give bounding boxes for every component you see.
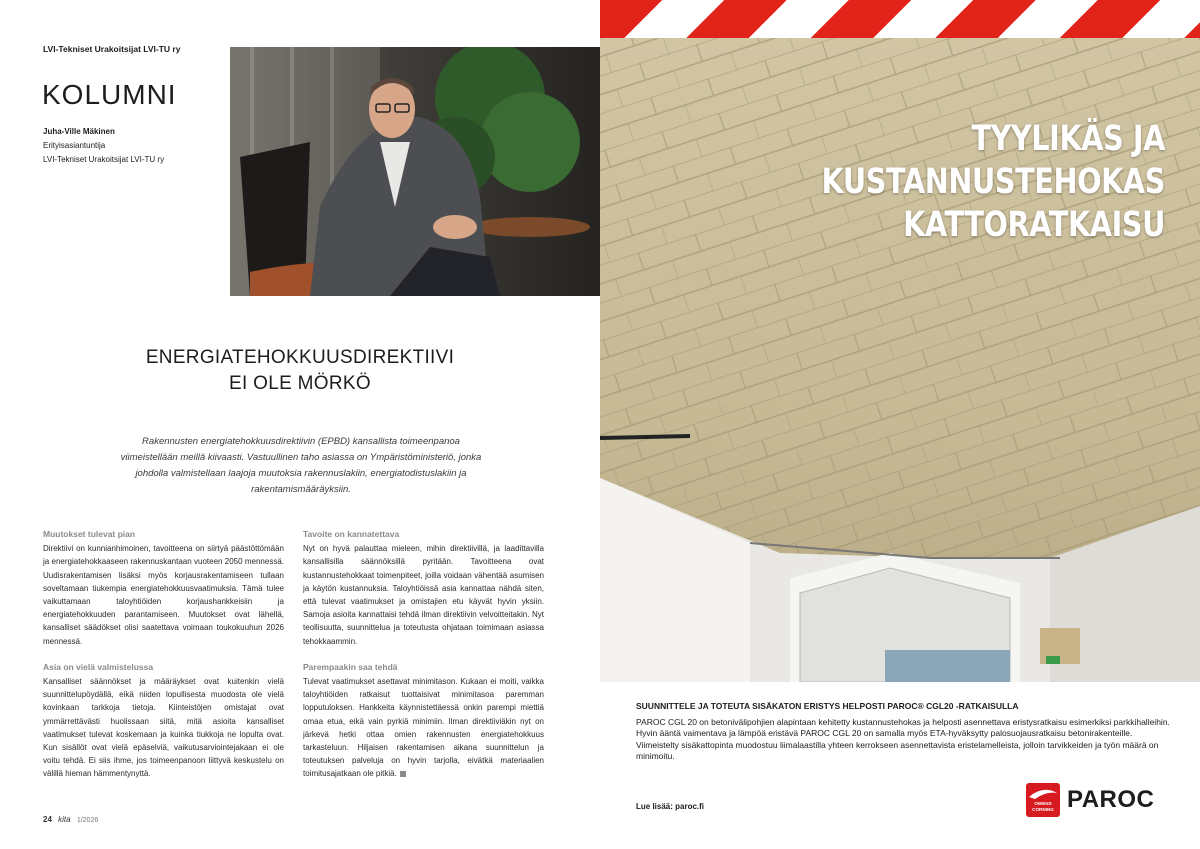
section-paragraph: Nyt on hyvä palauttaa mieleen, mihin direktiivillä, ja laadittavilla kansallisilla säännöksillä pyritään. Tavoitteena ovat kustannustehokkaat toimenpiteet, joilla voidaan vähentää asumisen ja käytön kustannuksia. Taloyhtiöissä asia kannattaa nähdä siten, että tulevat vaatimukset ja omistajien etu käyvät hyvin yksiin. Samoja asioita kannattaisi tehdä ilman direktiivin velvoitteitakin. Nyt teollisuutta, suunnittelua ja toteutusta ohjataan toimimaan asiassa tehokkaammin. (303, 544, 544, 646)
section-heading: Tavoite on kannatettava (303, 529, 400, 539)
author-portrait-photo (230, 47, 600, 296)
owens-corning-mark-icon (1026, 783, 1060, 817)
organization-label: LVI-Tekniset Urakoitsijat LVI-TU ry (43, 44, 181, 54)
magazine-name: kita (58, 815, 71, 824)
ceiling-photo (600, 38, 1200, 682)
author-role: Erityisasiantuntija (43, 141, 106, 150)
section-heading: Parempaakin saa tehdä (303, 661, 398, 672)
issue-number: 1/2026 (76, 817, 99, 824)
ad-title-line: KUSTANNUSTEHOKAS (821, 162, 1165, 202)
text-column-1 (43, 528, 284, 794)
paroc-wordmark: PAROC (1067, 786, 1155, 813)
section-heading: Muutokset tulevat pian (43, 529, 136, 539)
page-number: 24 (43, 815, 52, 824)
author-name: Juha-Ville Mäkinen (43, 127, 115, 136)
ad-title-line: TYYLIKÄS JA (971, 119, 1165, 159)
ad-title-line: KATTORATKAISU (903, 205, 1165, 245)
hazard-stripes (600, 0, 1200, 38)
end-mark-icon (400, 771, 406, 777)
section-paragraph: Kansalliset säännökset ja määräykset ovat kuitenkin vielä suunnittelupöydällä, eikä niiden lopullisesta muodosta ole vielä kovinkaan tarkkoja tietoja. Kiinteistöjen omistajat ovat ymmärrettävästi huolissaan siitä, mitä asioita kansalliset vaatimukset tulevat koskemaan ja kuinka tiukkoja ne lopulta ovat. Kun sisällöt ovat vielä epäselviä, vaikutusarviointejakaan ei ole voitu tehdä. Ei siis ihme, jos toimeenpanoon liittyvä keskustelu on välillä hieman hämmentynyttä. (43, 677, 284, 779)
ad-read-more-link[interactable]: Lue lisää: paroc.fi (636, 802, 705, 811)
section-heading: Asia on vielä valmistelussa (43, 661, 154, 672)
headline-line-2: EI OLE MÖRKÖ (229, 373, 371, 394)
text-column-2 (303, 528, 544, 794)
article-headline (100, 345, 500, 397)
section-paragraph: Direktiivi on kunnianhimoinen, tavoitteena on siirtyä päästöttömään ja energiatehokkaaseen rakennuskantaan vuoteen 2050 mennessä. Uudisrakentamisen lisäksi myös korjausrakentamiseen tullaan soveltamaan tiukempia energiatehokkuusvaatimuksia. Tämä tulee vaikuttamaan taloyhtiöiden korjaushankkeisiin ja energiatehokkuuden parantamiseen. Muutokset ovat lähellä, kansalliset säädökset olisi saatettava voimaan toukokuuhun 2026 mennessä. (43, 544, 284, 646)
article-lede: Rakennusten energiatehokkuusdirektiivin (EPBD) kansallista toimeenpanoa viimeistellään meillä kiivaasti. Vastuullinen taho asiassa on Ympäristöministeriö, jonka johdolla valmistellaan laajoja muutoksia rakennuslakiin, energiatodistuslakiin ja rakentamismääräyksiin. (120, 436, 482, 495)
section-title: KOLUMNI (42, 79, 177, 110)
portrait-illustration (230, 47, 600, 296)
ad-title (821, 118, 1165, 247)
logo-mark-text: OWENS (1034, 801, 1052, 806)
logo-mark-text: CORNING (1032, 807, 1054, 812)
author-org: LVI-Tekniset Urakoitsijat LVI-TU ry (43, 155, 165, 164)
headline-line-1: ENERGIATEHOKKUUSDIREKTIIVI (145, 347, 455, 368)
ad-subheading: SUUNNITTELE JA TOTEUTA SISÄKATON ERISTYS HELPOSTI PAROC® CGL20 -RATKAISULLA (636, 701, 1019, 711)
ad-body-text: PAROC CGL 20 on betonivälipohjien alapintaan kehitetty kustannustehokas ja helposti asennettava eristysratkaisu esimerkiksi parkkihalleihin. Hyvin ääntä vaimentava ja lämpöä eristävä PAROC CGL 20 on samalla myös ETA-hyväksytty palosuojausratkaisu betonirakenteille. Viimeistelty sisäkattopinta muodostuu liimalaastilla yhteen kerrokseen asennettavista eristelamelleista, jolloin tarvikkeiden ja työn määrä on minimoitu. (636, 717, 1170, 761)
paroc-logo (1026, 783, 1168, 817)
section-paragraph-text: Tulevat vaatimukset asettavat minimitason. Kukaan ei moiti, vaikka taloyhtiöiden ratkaisut tuottaisivat minimitasoa paremman lopputuloksen. Hankkeita käynnistettäessä onkin parempi miettiä omaa etua, eikä vain pyrkiä minimiin. Ilman direktiiviäkin nyt on järkevä hetki ottaa omien rakennusten energiatehokkuus tarkasteluun. Hiljaisen rakentamisen aikana suunnittelun ja toteutuksen palveluja on hyvin tarjolla, eivätkä materiaalien toimitusajatkaan ole pitkiä. (303, 677, 544, 779)
section-paragraph (303, 675, 544, 781)
page-folio (43, 815, 98, 824)
author-info (43, 125, 164, 167)
right-page-advertisement (600, 0, 1200, 849)
